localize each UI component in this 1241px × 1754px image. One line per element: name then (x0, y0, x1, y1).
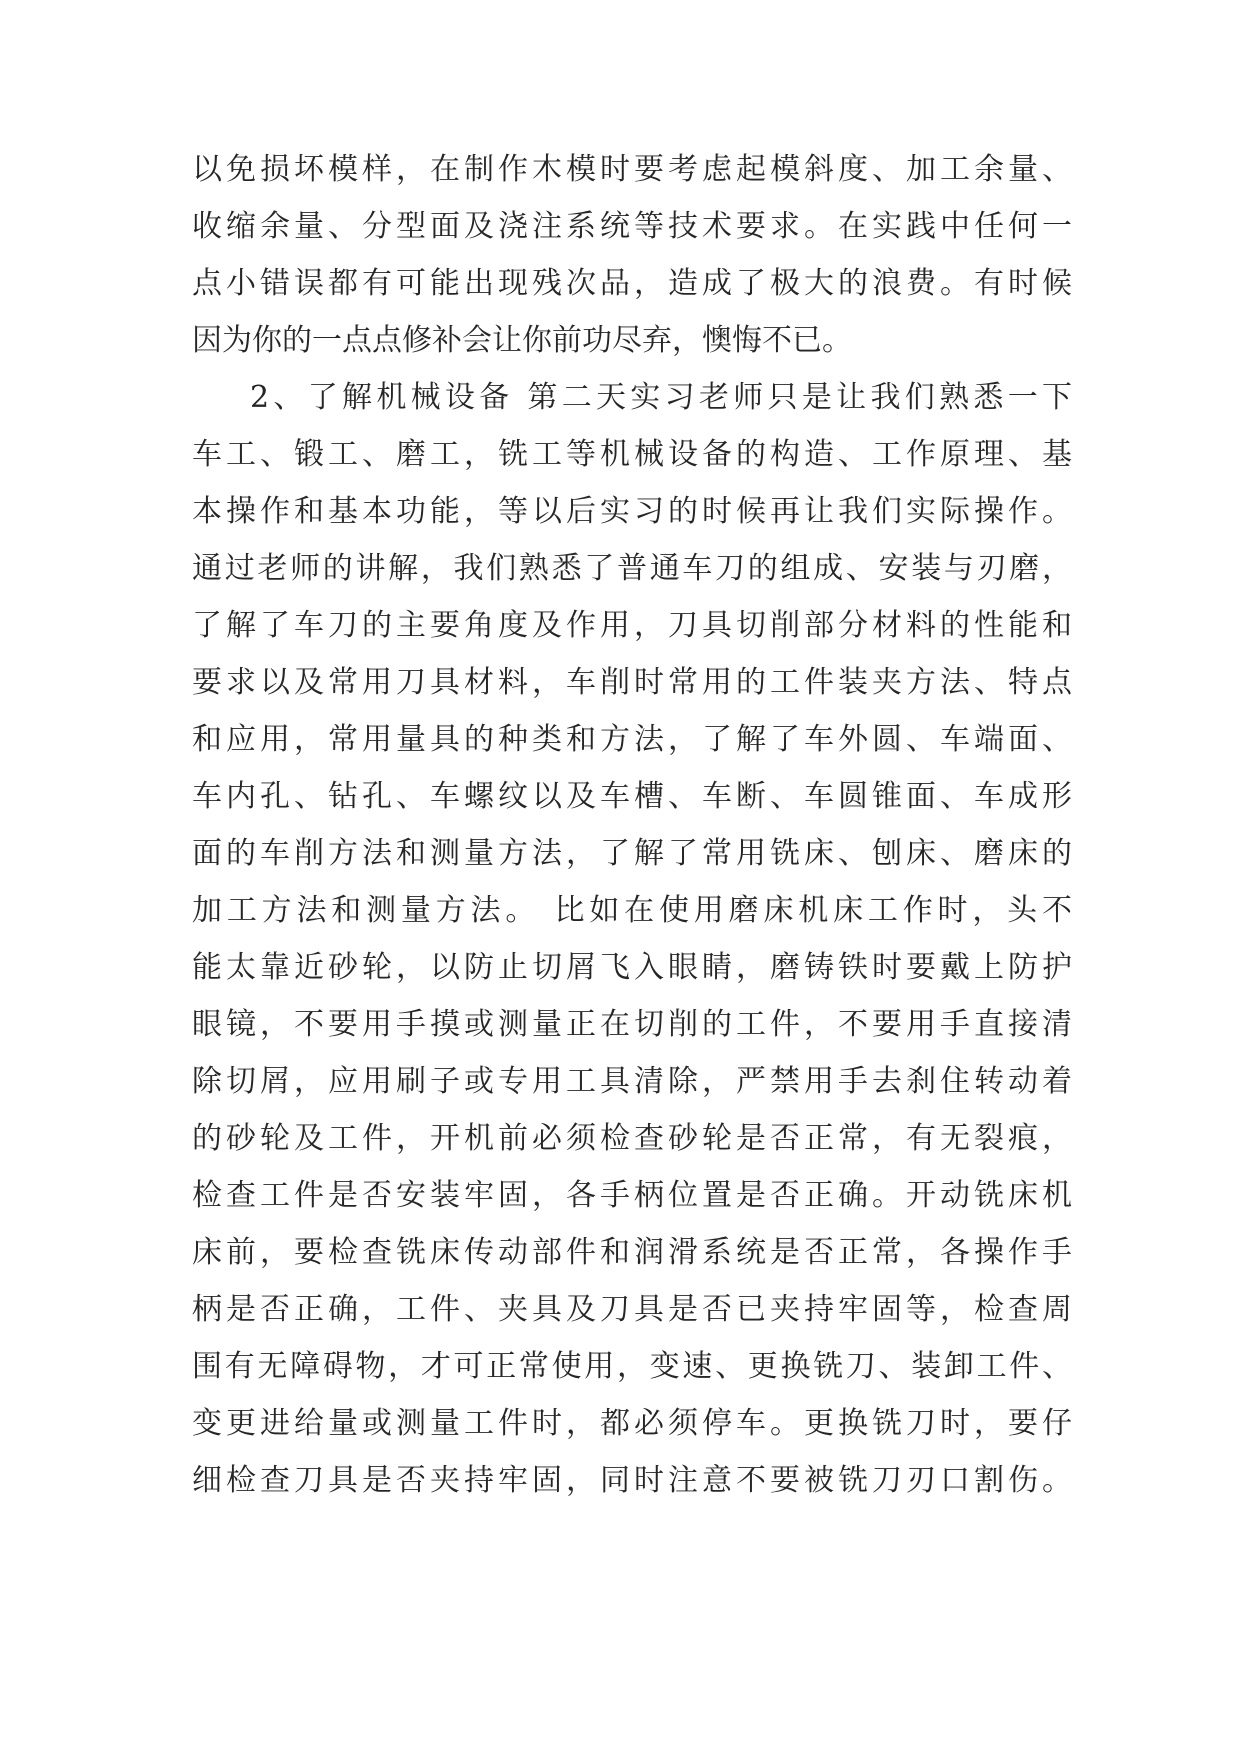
text-line: 床前，要检查铣床传动部件和润滑系统是否正常，各操作手 (192, 1235, 1072, 1270)
text-line: 除切屑，应用刷子或专用工具清除，严禁用手去刹住转动着 (192, 1064, 1072, 1099)
text-line: 面的车削方法和测量方法，了解了常用铣床、刨床、磨床的 (192, 836, 1072, 871)
text-line: 加工方法和测量方法。 比如在使用磨床机床工作时，头不 (192, 893, 1072, 928)
text-line: 车内孔、钻孔、车螺纹以及车槽、车断、车圆锥面、车成形 (192, 779, 1072, 814)
paragraph-heading-line: 2、了解机械设备 第二天实习老师只是让我们熟悉一下 (250, 380, 1072, 415)
text-line: 了解了车刀的主要角度及作用，刀具切削部分材料的性能和 (192, 608, 1072, 643)
text-line: 围有无障碍物，才可正常使用，变速、更换铣刀、装卸工件、 (192, 1349, 1072, 1384)
text-line: 点小错误都有可能出现残次品，造成了极大的浪费。有时候 (192, 266, 1072, 301)
text-line: 能太靠近砂轮，以防止切屑飞入眼睛，磨铸铁时要戴上防护 (192, 950, 1072, 985)
text-line: 细检查刀具是否夹持牢固，同时注意不要被铣刀刃口割伤。 (192, 1463, 1072, 1498)
text-line: 车工、锻工、磨工，铣工等机械设备的构造、工作原理、基 (192, 437, 1072, 472)
text-line: 和应用，常用量具的种类和方法，了解了车外圆、车端面、 (192, 722, 1072, 757)
text-line: 通过老师的讲解，我们熟悉了普通车刀的组成、安装与刃磨， (192, 551, 1072, 586)
text-line: 柄是否正确，工件、夹具及刀具是否已夹持牢固等，检查周 (192, 1292, 1072, 1327)
text-line: 本操作和基本功能，等以后实习的时候再让我们实际操作。 (192, 494, 1072, 529)
text-line: 眼镜，不要用手摸或测量正在切削的工件，不要用手直接清 (192, 1007, 1072, 1042)
text-line: 以免损坏模样，在制作木模时要考虑起模斜度、加工余量、 (192, 152, 1072, 187)
text-line: 因为你的一点点修补会让你前功尽弃，懊悔不已。 (192, 323, 852, 358)
text-line: 收缩余量、分型面及浇注系统等技术要求。在实践中任何一 (192, 209, 1072, 244)
text-line: 的砂轮及工件，开机前必须检查砂轮是否正常，有无裂痕， (192, 1121, 1072, 1156)
text-line: 检查工件是否安装牢固，各手柄位置是否正确。开动铣床机 (192, 1178, 1072, 1213)
text-line: 变更进给量或测量工件时，都必须停车。更换铣刀时，要仔 (192, 1406, 1072, 1441)
text-line: 要求以及常用刀具材料，车削时常用的工件装夹方法、特点 (192, 665, 1072, 700)
